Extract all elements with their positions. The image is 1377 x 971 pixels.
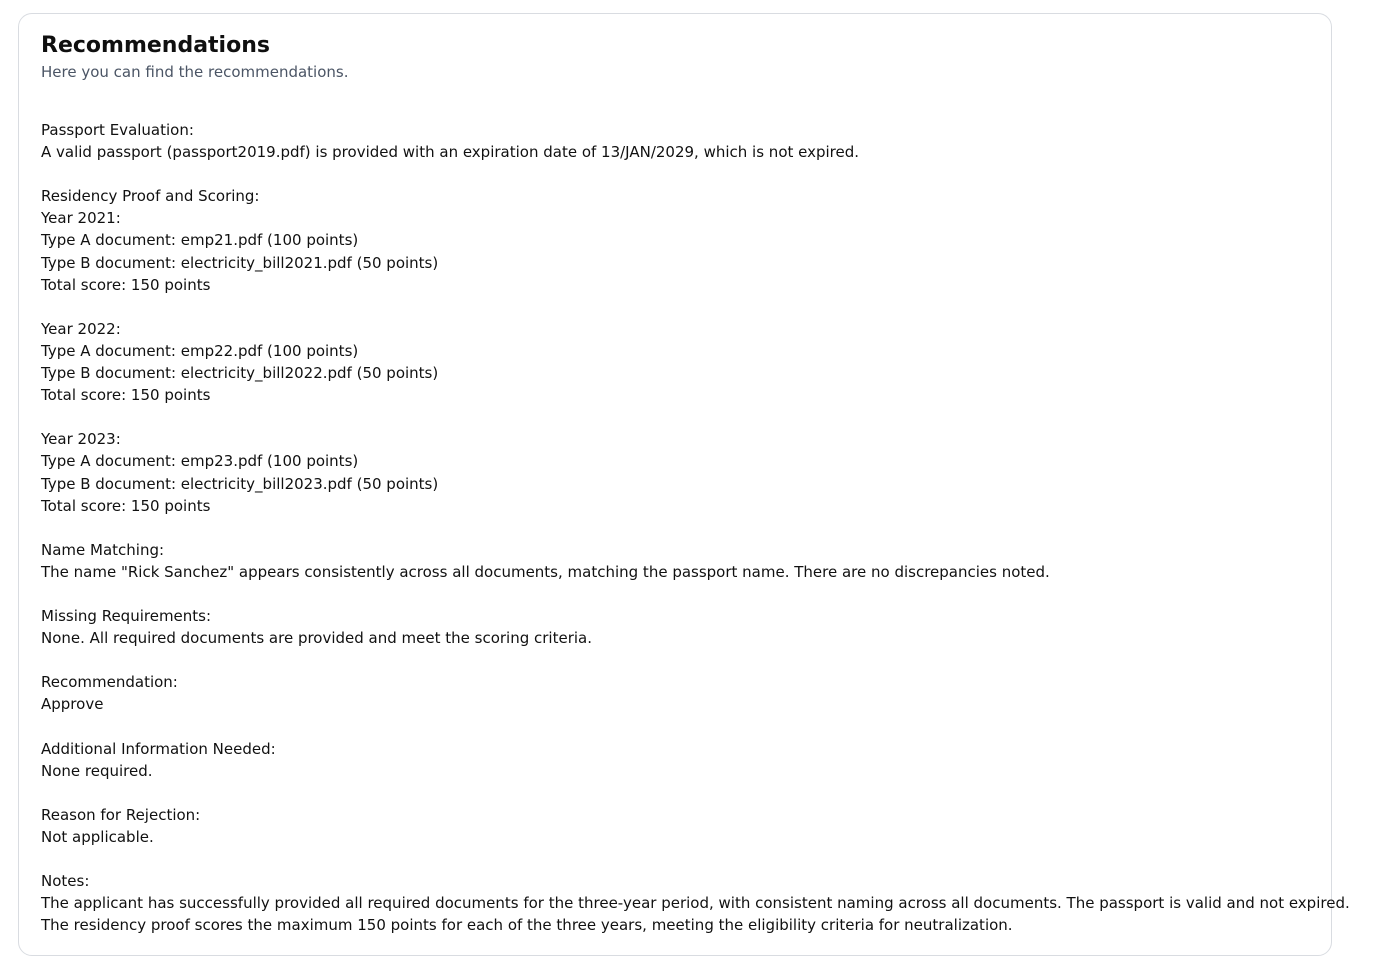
additional-info-section xyxy=(41,738,1311,782)
passport-section xyxy=(41,119,1311,163)
section-heading: Missing Requirements: xyxy=(41,607,212,626)
recommendations-card xyxy=(18,13,1350,956)
section-text: A valid passport (passport2019.pdf) is provided with an expiration date of 13/JAN/2029, which is not expired. xyxy=(41,143,860,162)
notes-line: The applicant has successfully provided all required documents for the three-year period, with consistent naming across all documents. The passport is valid and not expired. xyxy=(41,894,1350,913)
card-subtitle: Here you can find the recommendations. xyxy=(41,63,349,81)
section-text: None required. xyxy=(41,761,153,780)
total-score: Total score: 150 points xyxy=(41,386,211,405)
card-title: Recommendations xyxy=(41,33,270,58)
section-heading: Reason for Rejection: xyxy=(41,805,201,824)
section-heading: Recommendation: xyxy=(41,673,178,692)
residency-year-2021 xyxy=(41,185,1311,295)
recommendation-section xyxy=(41,671,1311,715)
section-heading: Residency Proof and Scoring: xyxy=(41,187,260,206)
residency-year-2022 xyxy=(41,318,1311,406)
notes-line: The residency proof scores the maximum 150 points for each of the three years, meeting the eligibility criteria for neutralization. xyxy=(41,916,1013,935)
year-label: Year 2023: xyxy=(41,430,121,449)
section-heading: Notes: xyxy=(41,872,90,891)
rejection-reason-section xyxy=(41,804,1311,848)
year-label: Year 2021: xyxy=(41,209,121,228)
recommendation-value: Approve xyxy=(41,695,104,714)
type-b-document: Type B document: electricity_bill2023.pdf (50 points) xyxy=(41,474,439,493)
year-label: Year 2022: xyxy=(41,319,121,338)
type-a-document: Type A document: emp21.pdf (100 points) xyxy=(41,231,359,250)
type-a-document: Type A document: emp22.pdf (100 points) xyxy=(41,341,359,360)
name-matching-section xyxy=(41,539,1311,583)
section-heading: Passport Evaluation: xyxy=(41,121,194,139)
section-text: None. All required documents are provided and meet the scoring criteria. xyxy=(41,629,593,648)
total-score: Total score: 150 points xyxy=(41,275,211,294)
section-text: Not applicable. xyxy=(41,828,154,846)
notes-section xyxy=(41,870,1350,936)
section-heading: Additional Information Needed: xyxy=(41,739,276,758)
type-b-document: Type B document: electricity_bill2022.pdf (50 points) xyxy=(41,364,439,383)
section-text: The name "Rick Sanchez" appears consistently across all documents, matching the passport name. There are no discrepancies noted. xyxy=(41,562,1050,581)
total-score: Total score: 150 points xyxy=(41,496,211,515)
recommendations-content xyxy=(41,119,1350,936)
missing-requirements-section xyxy=(41,605,1311,649)
section-heading: Name Matching: xyxy=(41,540,165,559)
residency-year-2023 xyxy=(41,428,1311,516)
type-a-document: Type A document: emp23.pdf (100 points) xyxy=(41,452,359,471)
type-b-document: Type B document: electricity_bill2021.pdf (50 points) xyxy=(41,253,439,272)
